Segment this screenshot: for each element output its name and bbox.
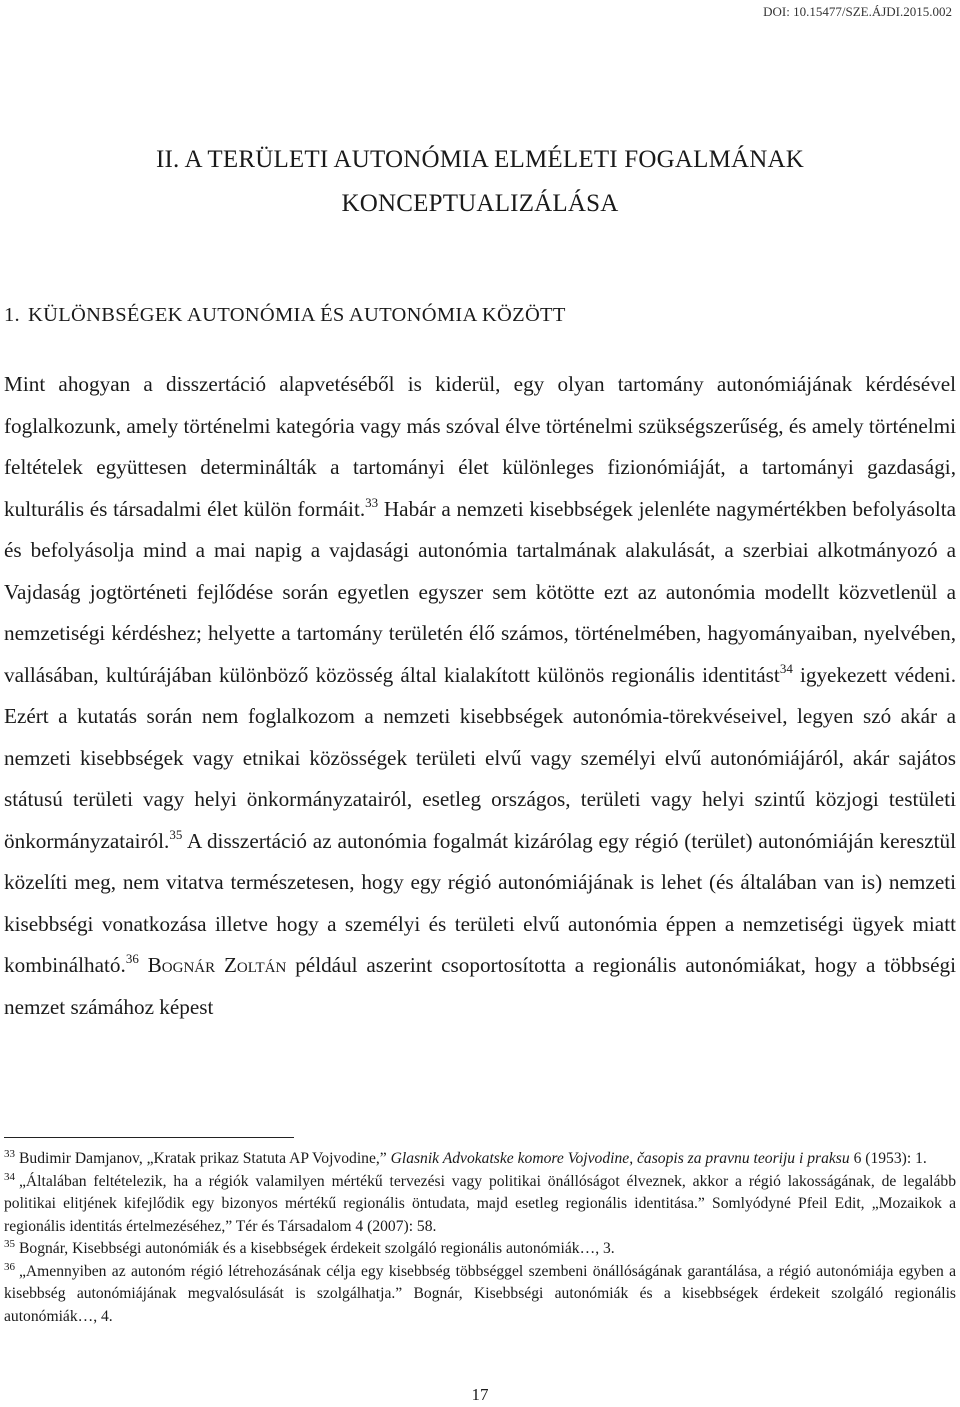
footnote-34 [4, 1171, 956, 1239]
footnote-33 [4, 1148, 956, 1171]
footnote-separator [4, 1137, 294, 1138]
footnote-36-number: 36 [4, 1260, 15, 1273]
body-text-part-5: például aszerint csoportosította a regionális autonómiákat, hogy a többségi nemzet számához képest [4, 953, 957, 1019]
footnote-34-number: 34 [4, 1170, 15, 1183]
footnote-36-text: „Amennyiben az autonóm régió létrehozásának célja egy kisebbség többséggel szembeni önállóságának garantálása, a régió autonómiája egyben a kisebbség autonómiájának megvalósulását is szolgálhatja.” Bognár, Kisebbségi autonómiák és a kisebbségek érdekeit szolgáló regionális autonómiák…, 4. [4, 1262, 956, 1325]
body-text-part-3: igyekezett védeni. Ezért a kutatás során nem foglalkozom a nemzeti kisebbségek autonómia-törekvéseivel, legyen szó akár a nemzeti kisebbségek vagy etnikai közösségek területi elvű vagy személyi elvű autonómiájáról, akár sajátos státusú területi vagy helyi önkormányzatairól, esetleg országos, területi vagy helyi szintű közjogi testületi önkormányzatairól. [4, 662, 956, 853]
page-number: 17 [471, 1385, 489, 1404]
footnote-33-number: 33 [4, 1148, 15, 1160]
chapter-title-line-2: KONCEPTUALIZÁLÁSA [341, 190, 619, 217]
footnote-36 [4, 1261, 956, 1329]
body-text-part-2: Habár a nemzeti kisebbségek jelenléte nagymértékben befolyásolta és befolyásolja mind a mai napig a vajdasági autonómia tartalmának alakulását, a szerbiai alkotmányozó a Vajdaság jogtörténeti fejlődése során egyetlen egyszer sem kötötte ezt az autonómia modellt közvetlenül a nemzetiségi kérdéshez; helyette a tartomány területén élő számos, történelmében, hagyományaiban, nyelvében, vallásában, kultúrájában különböző közösség által kialakított különös regionális identitást [4, 496, 957, 687]
doi-header: DOI: 10.15477/SZE.ÁJDI.2015.002 [763, 4, 952, 19]
section-title: KÜLÖNBSÉGEK AUTONÓMIA ÉS AUTONÓMIA KÖZÖTT [27, 304, 566, 326]
body-text-part-1: Mint ahogyan a disszertáció alapvetéséből is kiderül, egy olyan tartomány autonómiájának kérdésével foglalkozunk, amely történelmi kategória vagy más szóval élve történelmi szükségszerűség, és amely történelmi feltételek együttesen determinálták a tartományi élet különleges fizionómiáját, a tartományi gazdasági, kulturális és társadalmi élet külön formáit. [4, 372, 956, 521]
footnote-34-text: „Általában feltételezik, ha a régiók valamilyen mértékű tervezési vagy politikai önállóságot élveznek, akkor a régió lakosságának, de legalább politikai elitjének kifejlődik egy bizonyos mértékű regionális öntudata, majd esetleg regionális identitása.” Somlyódyné Pfeil Edit, „Mozaikok a regionális identitás értelmezéséhez,” Tér és Társadalom 4 (2007): 58. [4, 1172, 956, 1235]
footnote-ref-33[interactable]: 33 [365, 494, 379, 510]
footnote-35 [4, 1238, 956, 1261]
footnote-35-number: 35 [4, 1238, 15, 1250]
section-heading [4, 304, 566, 327]
body-text-part-4: A disszertáció az autonómia fogalmát kizárólag egy régió (terület) autonómiáján keresztül közelíti meg, nem vitatva természetesen, hogy egy régió autonómiájának is lehet (és általában van is) nemzeti kisebbségi vonatkozása illetve hogy a személyi és területi elvű autonómia éppen a nemzetiségi ügyek miatt kombinálható. [4, 828, 956, 977]
footnote-33-text-b: 6 (1953): 1. [849, 1150, 927, 1167]
body-paragraph [4, 364, 956, 1028]
footnote-ref-36[interactable]: 36 [125, 951, 139, 966]
footnote-ref-34[interactable]: 34 [779, 660, 793, 676]
chapter-title [0, 138, 960, 226]
footnotes [4, 1148, 956, 1328]
section-number: 1. [4, 304, 20, 326]
footnote-33-text-a: Budimir Damjanov, „Kratak prikaz Statuta AP Vojvodine,” [19, 1150, 391, 1167]
author-name: Bognár Zoltán [147, 953, 287, 977]
footnote-ref-35[interactable]: 35 [169, 826, 183, 842]
footnote-35-text: Bognár, Kisebbségi autonómiák és a kisebbségek érdekeit szolgáló regionális autonómiák…, 3. [19, 1240, 615, 1257]
footnote-33-journal: Glasnik Advokatske komore Vojvodine, časopis za pravnu teoriju i praksu [390, 1150, 850, 1167]
chapter-title-line-1: II. A TERÜLETI AUTONÓMIA ELMÉLETI FOGALMÁNAK [155, 146, 805, 173]
